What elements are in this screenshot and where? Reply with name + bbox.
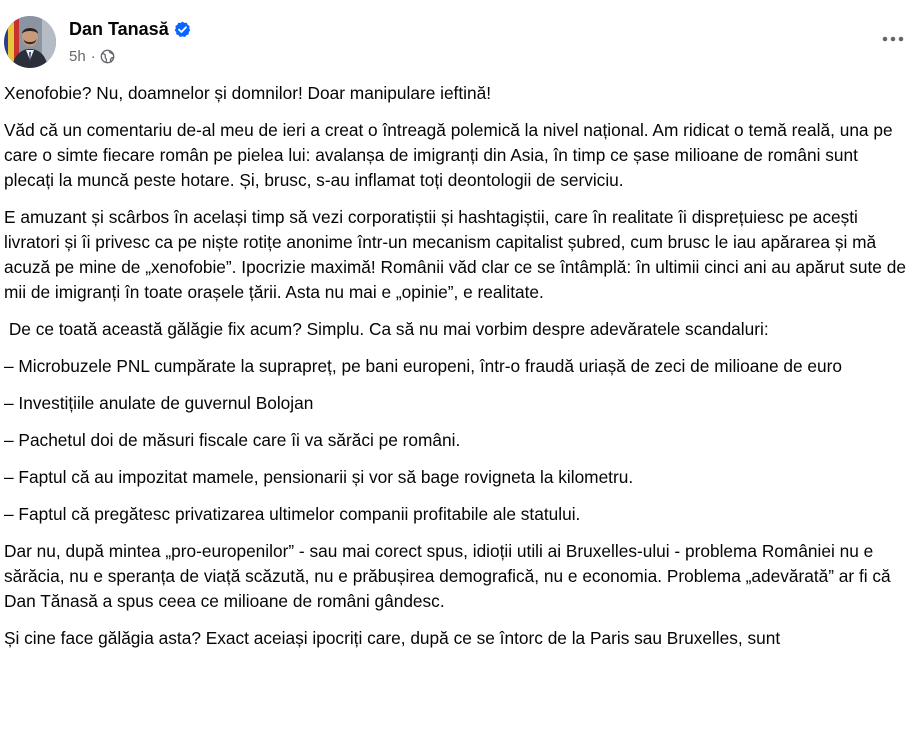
post-list-item: – Microbuzele PNL cumpărate la suprapreț, pe bani europeni, într-o fraudă uriașă de zeci de milioane de euro [4,356,842,376]
globe-icon[interactable] [100,49,115,64]
author-line [69,18,191,40]
post-meta [69,47,115,65]
post-paragraph: Dar nu, după mintea „pro-europenilor” - sau mai corect spus, idioții utili ai Bruxelles-ului - problema României nu e sărăcia, nu e speranța de viață scăzută, nu e prăbușirea demografică, nu e economia. Problema „adevărată” ar fi că Dan Tănasă a spus ceea ce milioane de români gândesc. [4,541,896,611]
post-paragraph: Și cine face gălăgia asta? Exact aceiași ipocriți care, după ce se întorc de la Paris sau Bruxelles, sunt [4,628,781,648]
post-list-item: – Investițiile anulate de guvernul Bolojan [4,393,314,413]
post-header [0,14,919,74]
post-paragraph: De ce toată această gălăgie fix acum? Simplu. Ca să nu mai vorbim despre adevăratele scandaluri: [4,319,769,339]
post-list-item: – Faptul că au impozitat mamele, pensionarii și vor să bage rovigneta la kilometru. [4,467,634,487]
post-timestamp[interactable]: 5h [69,47,86,65]
more-options-icon[interactable] [878,24,908,54]
author-name[interactable]: Dan Tanasă [69,18,169,39]
post-list-item: – Pachetul doi de măsuri fiscale care îi va sărăci pe români. [4,430,461,450]
post-list-item: – Faptul că pregătesc privatizarea ultimelor companii profitabile ale statului. [4,504,581,524]
post-paragraph: E amuzant și scârbos în același timp să vezi corporatiștii și hashtagiștii, care în realitate îi disprețuiesc pe acești livratori și îi privesc ca pe niște rotițe anonime într-un mecanism capitalist șubred, cum brusc le iau apărarea și mă acuză pe mine de „xenofobie”. Ipocrizie maximă! Românii văd clar ce se întâmplă: în ultimii cinci ani au apărut sute de mii de imigranți în toate orașele țării. Asta nu mai e „opinie”, e realitate. [4,207,911,302]
post-paragraph: Văd că un comentariu de-al meu de ieri a creat o întreagă polemică la nivel național. Am ridicat o temă reală, una pe care o simte fiecare român pe pielea lui: avalanșa de imigranți din Asia, în timp ce șase milioane de români sunt plecați la muncă peste hotare. Și, brusc, s-au inflamat toți deontologii de serviciu. [4,120,898,190]
post-body [4,81,912,663]
post-paragraph: Xenofobie? Nu, doamnelor și domnilor! Doar manipulare ieftină! [4,83,492,103]
verified-badge-icon [174,21,191,38]
author-avatar[interactable] [4,16,56,68]
meta-separator: · [90,47,96,65]
